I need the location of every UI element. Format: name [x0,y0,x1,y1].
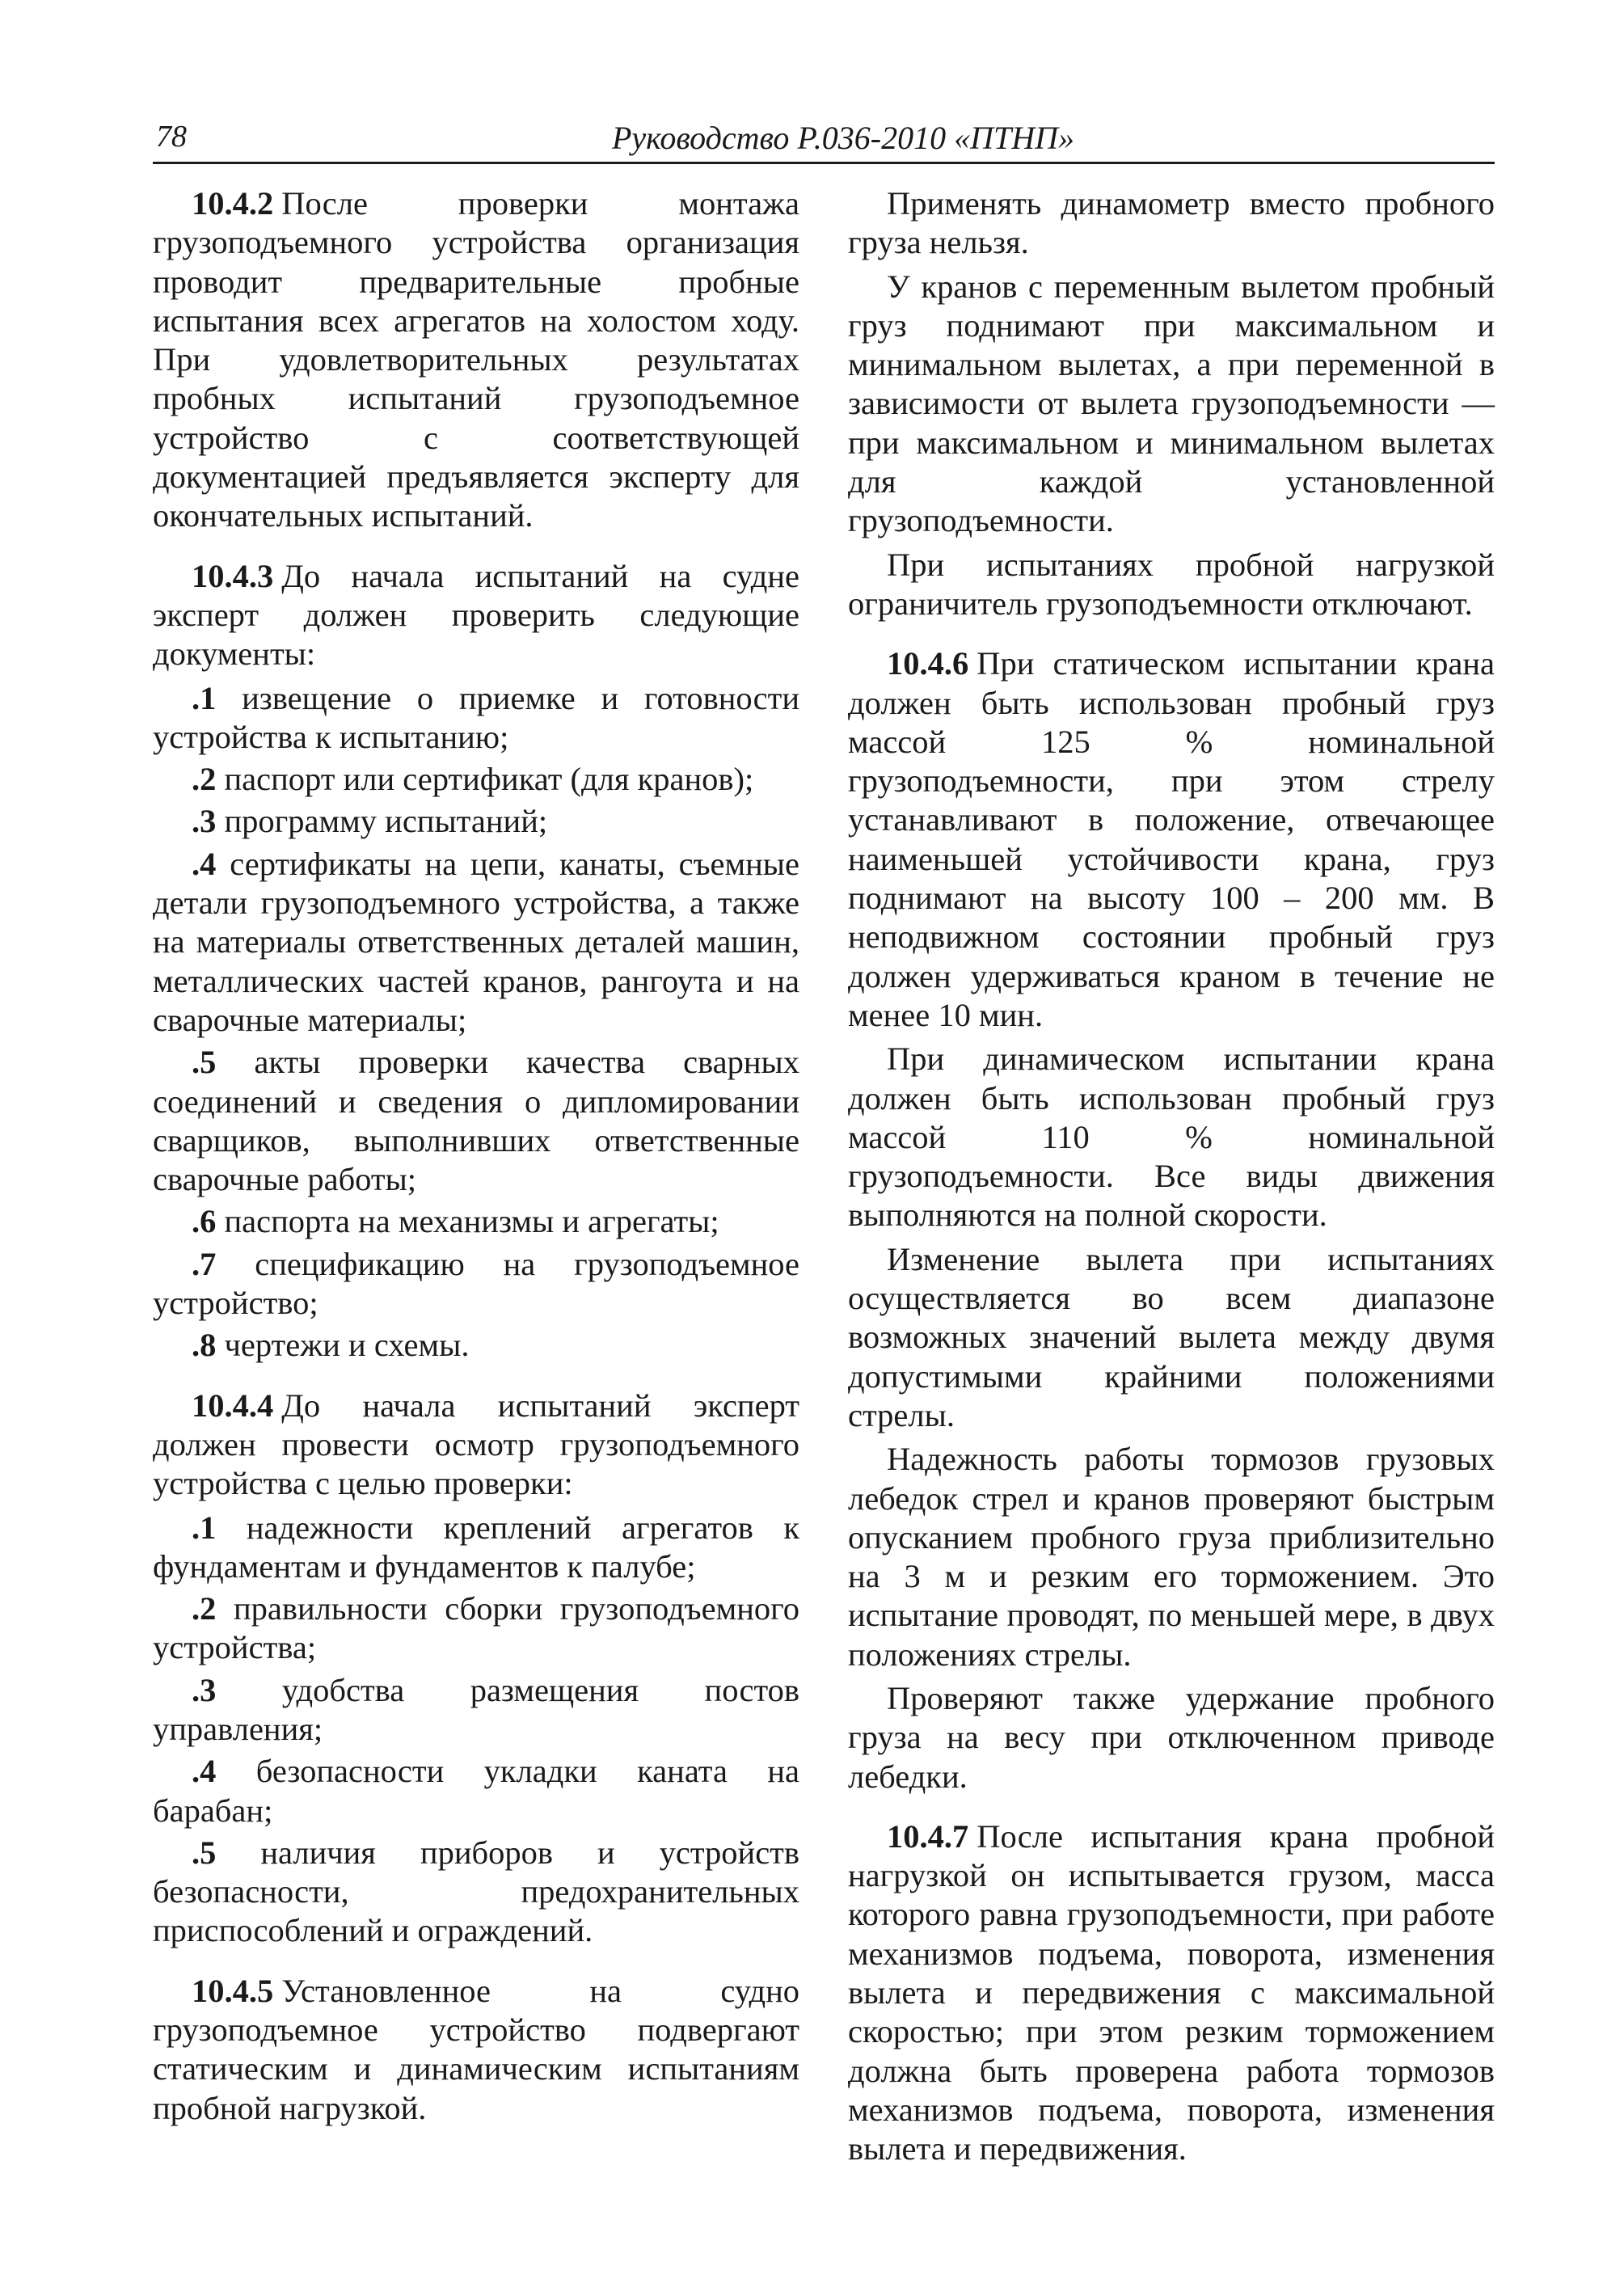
section-10-4-5 [153,1972,799,2128]
list-item [153,1752,799,1830]
item-text: программу испытаний; [224,803,548,840]
item-text: удобства размещения постов управления; [153,1671,799,1747]
item-text: спецификацию на грузоподъемное устройство; [153,1245,800,1322]
section-number: 10.4.2 [192,185,274,222]
item-text: правильности сборки грузоподъемного устройства; [153,1590,800,1666]
paragraph: Надежность работы тормозов грузовых лебедок стрел и кранов проверяют быстрым опусканием пробного груза приблизительно на 3 м и резким его торможением. Это испытание проводят, по меньшей мере, в двух положениях стрелы. [848,1441,1495,1673]
item-number: .5 [192,1044,217,1081]
section-10-4-4 [153,1387,799,1504]
section-10-4-7 [848,1817,1495,2169]
item-text: паспорта на механизмы и агрегаты; [224,1203,719,1240]
paragraph: При динамическом испытании крана должен быть использован пробный груз массой 110 % номинальной грузоподъемности. Все виды движения выполняются на полной скорости. [848,1040,1495,1234]
paragraph: Применять динамометр вместо пробного груза нельзя. [848,185,1495,261]
section-number: 10.4.4 [192,1387,274,1424]
section-text: При статическом испытании крана должен быть использован пробный груз массой 125 % номинальной грузоподъемности, при этом стрелу устанавливают в положение, отвечающее наименьшей устойчивости крана, груз поднимают на высоту 100 – 200 мм. В неподвижном состоянии пробный груз должен удерживаться краном в течение не менее 10 мин. [848,645,1495,1033]
item-number: .8 [192,1327,217,1364]
list-item [153,1326,799,1365]
list-item [153,1589,799,1668]
item-text: надежности креплений агрегатов к фундаментам и фундаментов к палубе; [153,1509,799,1585]
section-number: 10.4.7 [887,1817,969,1855]
paragraph: При испытаниях пробной нагрузкой ограничитель грузоподъемности отключают. [848,546,1495,622]
item-text: безопасности укладки каната на барабан; [153,1753,799,1829]
item-number: .4 [192,1753,217,1790]
section-text: После испытания крана пробной нагрузкой он испытывается грузом, масса которого равна грузоподъемности, при работе механизмов подъема, поворота, изменения вылета и передвижения с максимальной скоростью; при этом резким торможением должна быть проверена работа тормозов механизмов подъема, поворота, изменения вылета и передвижения. [848,1817,1495,2167]
section-10-4-6 [848,644,1495,1035]
list-item [153,679,799,758]
item-number: .2 [192,761,217,798]
list-item [153,1202,799,1241]
list-item [153,760,799,799]
item-number: .3 [192,1671,217,1708]
item-number: .5 [192,1834,217,1871]
item-text: сертификаты на цепи, канаты, съемные детали грузоподъемного устройства, а также на материалы ответственных деталей машин, металлических частей кранов, рангоута и на сварочные материалы; [153,845,799,1038]
item-text: наличия приборов и устройств безопасности, предохранительных приспособлений и ограждений. [153,1834,800,1949]
list-item [153,1671,799,1750]
right-column [848,184,1495,2174]
section-number: 10.4.6 [887,645,969,682]
item-number: .3 [192,803,217,840]
item-text: паспорт или сертификат (для кранов); [224,761,754,798]
section-10-4-3 [153,557,799,674]
item-text: извещение о приемке и готовности устройства к испытанию; [153,679,800,755]
item-number: .1 [192,1509,217,1546]
item-number: .6 [192,1203,217,1240]
running-title: Руководство Р.036-2010 «ПТНП» [611,120,1074,156]
section-text: Установленное на судно грузоподъемное устройство подвергают статическим и динамическим испытаниям пробной нагрузкой. [153,1972,799,2126]
header-rule [153,162,1495,164]
item-text: акты проверки качества сварных соединений и сведения о дипломировании сварщиков, выполнивших ответственные сварочные работы; [153,1044,800,1198]
list-item [153,1245,799,1323]
list-item [153,1509,799,1587]
item-number: .4 [192,845,217,882]
paragraph: У кранов с переменным вылетом пробный груз поднимают при максимальном и минимальном вылетах, а при переменной в зависимости от вылета грузоподъемности — при максимальном и минимальном вылетах для каждой установленной грузоподъемности. [848,268,1495,539]
item-number: .7 [192,1245,217,1282]
paragraph: Проверяют также удержание пробного груза на весу при отключенном приводе лебедки. [848,1679,1495,1795]
section-number: 10.4.5 [192,1972,274,2009]
item-number: .1 [192,679,217,716]
list-item [153,845,799,1040]
paragraph: Изменение вылета при испытаниях осуществляется во всем диапазоне возможных значений вылета между двумя допустимыми крайними положениями стрелы. [848,1240,1495,1433]
section-text: До начала испытаний эксперт должен провести осмотр грузоподъемного устройства с целью проверки: [153,1387,799,1502]
list-item [153,1834,799,1951]
section-number: 10.4.3 [192,557,274,594]
page-number: 78 [156,120,187,154]
section-text: До начала испытаний на судне эксперт должен проверить следующие документы: [153,557,799,673]
list-item [153,802,799,841]
section-10-4-2 [153,184,799,536]
item-number: .2 [192,1590,217,1627]
item-text: чертежи и схемы. [224,1327,470,1364]
section-text: После проверки монтажа грузоподъемного устройства организация проводит предварительные пробные испытания всех агрегатов на холостом ходу. При удовлетворительных результатах пробных испытаний грузоподъемное устройство с соответствующей документацией предъявляется эксперту для окончательных испытаний. [153,185,799,534]
list-item [153,1043,799,1199]
left-column [153,184,799,2133]
